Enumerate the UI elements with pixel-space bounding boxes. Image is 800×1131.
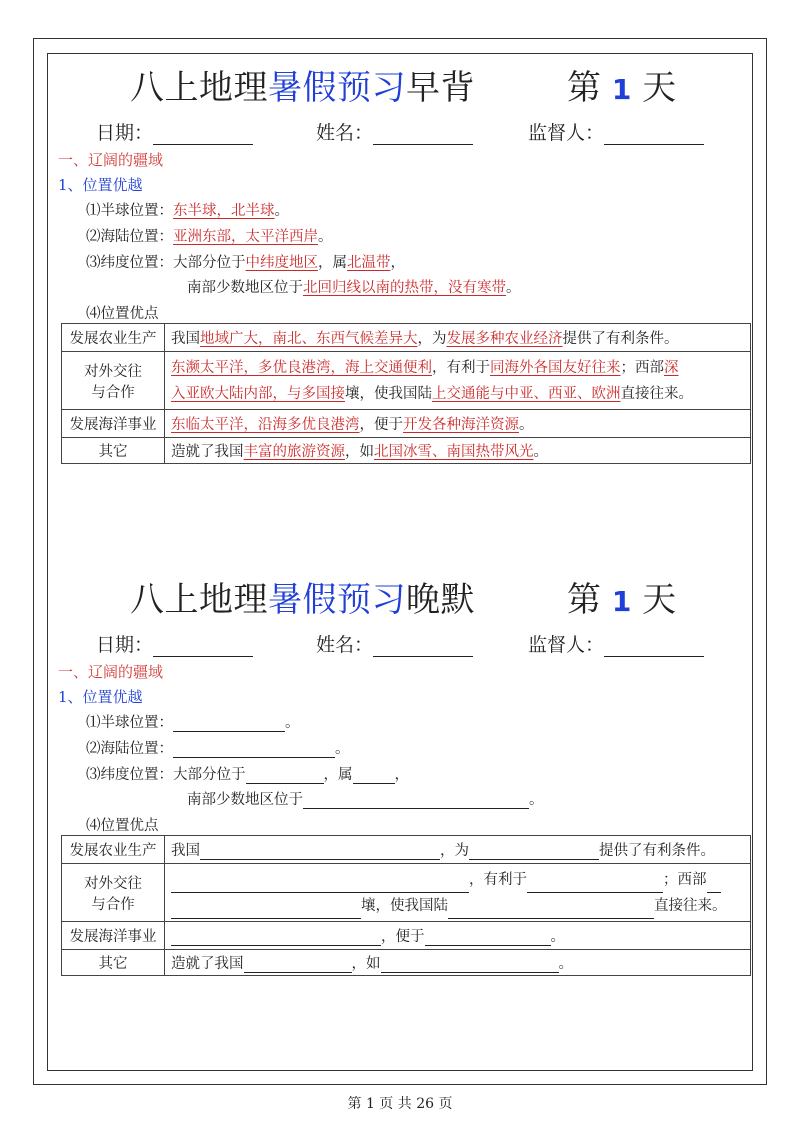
name-label: 姓名： bbox=[316, 634, 374, 656]
name-field[interactable] bbox=[373, 124, 473, 145]
row-label: 其它 bbox=[62, 950, 165, 976]
row-label: 对外交往 与合作 bbox=[62, 352, 165, 410]
q2-row: ⑵海陆位置： 。 bbox=[86, 741, 350, 757]
answer-text: 同海外各国友好往来 bbox=[490, 359, 621, 376]
row-content: ，有利于 ；西部 壤，使我国陆 直接往来。 bbox=[165, 864, 751, 922]
answer-blank[interactable] bbox=[171, 903, 361, 919]
page-footer: 第 1 页 共 26 页 bbox=[347, 1096, 453, 1112]
table-row bbox=[62, 864, 751, 922]
table-row bbox=[62, 922, 751, 950]
answer-text: 深 bbox=[664, 359, 679, 376]
title-part: 八上地理 bbox=[130, 68, 268, 108]
row-content: 东濒太平洋，多优良港湾，海上交通便利，有利于同海外各国友好往来；西部深 入亚欧大陆内部，与多国接壤，使我国陆上交通能与中亚、西亚、欧洲直接往来。 bbox=[165, 352, 751, 410]
day-number: 1 bbox=[611, 73, 632, 106]
table-row bbox=[62, 438, 751, 464]
answer-blank[interactable] bbox=[707, 877, 721, 893]
answer-text: 北温带 bbox=[347, 255, 391, 271]
row-label: 发展农业生产 bbox=[62, 324, 165, 352]
answer-blank[interactable] bbox=[171, 930, 381, 946]
date-field[interactable] bbox=[153, 124, 253, 145]
answer-blank[interactable] bbox=[173, 742, 335, 758]
answer-text: 东濒太平洋，多优良港湾，海上交通便利 bbox=[171, 359, 432, 376]
day-counter: 第 1 天 bbox=[567, 68, 677, 108]
table-row bbox=[62, 950, 751, 976]
subsection-heading: 1、位置优越 bbox=[58, 688, 143, 706]
supervisor-label: 监督人： bbox=[528, 122, 605, 144]
date-label: 日期： bbox=[96, 634, 154, 656]
answer-blank[interactable] bbox=[303, 793, 529, 809]
answer-blank[interactable] bbox=[246, 768, 324, 784]
day-counter: 第 1 天 bbox=[567, 580, 677, 620]
supervisor-field[interactable] bbox=[604, 636, 704, 657]
answer-blank[interactable] bbox=[381, 957, 559, 973]
title-highlight: 暑假预习 bbox=[268, 580, 406, 620]
q1-row: ⑴半球位置：东半球，北半球。 bbox=[86, 203, 289, 219]
row-label: 发展海洋事业 bbox=[62, 922, 165, 950]
name-label: 姓名： bbox=[316, 122, 374, 144]
evening-info-row bbox=[0, 630, 800, 656]
day-number: 1 bbox=[611, 585, 632, 618]
answer-text: 发展多种农业经济 bbox=[446, 331, 563, 347]
row-content: ，便于 。 bbox=[165, 922, 751, 950]
q1-row: ⑴半球位置： 。 bbox=[86, 715, 300, 731]
answer-text: 北国冰雪、南国热带风光 bbox=[374, 444, 534, 460]
title-part: 晚默 bbox=[406, 580, 475, 620]
row-label: 其它 bbox=[62, 438, 165, 464]
row-label: 对外交往 与合作 bbox=[62, 864, 165, 922]
supervisor-field[interactable] bbox=[604, 124, 704, 145]
answer-text: 亚洲东部，太平洋西岸 bbox=[173, 229, 318, 245]
answer-text: 开发各种海洋资源 bbox=[403, 417, 519, 433]
answer-text: 地域广大，南北、东西气候差异大 bbox=[200, 331, 418, 347]
answer-text: 上交通能与中亚、西亚、欧洲 bbox=[432, 385, 621, 402]
answer-blank[interactable] bbox=[527, 877, 663, 893]
answer-blank[interactable] bbox=[200, 844, 440, 860]
morning-advantages-table bbox=[61, 323, 751, 464]
answer-text: 东临太平洋，沿海多优良港湾 bbox=[171, 417, 360, 433]
q4-label: ⑷位置优点 bbox=[86, 818, 159, 834]
answer-text: 北回归线以南的热带，没有寒带 bbox=[303, 280, 506, 296]
table-row bbox=[62, 324, 751, 352]
answer-blank[interactable] bbox=[353, 768, 395, 784]
answer-blank[interactable] bbox=[173, 716, 285, 732]
supervisor-label: 监督人： bbox=[528, 634, 605, 656]
date-label: 日期： bbox=[96, 122, 154, 144]
section-heading: 一、辽阔的疆域 bbox=[58, 151, 164, 169]
row-content: 我国 ，为 提供了有利条件。 bbox=[165, 836, 751, 864]
row-content: 造就了我国丰富的旅游资源，如北国冰雪、南国热带风光。 bbox=[165, 438, 751, 464]
q3-row-2: 南部少数地区位于 。 bbox=[187, 792, 544, 808]
name-field[interactable] bbox=[373, 636, 473, 657]
answer-blank[interactable] bbox=[171, 877, 469, 893]
answer-text: 丰富的旅游资源 bbox=[243, 444, 345, 460]
answer-text: 中纬度地区 bbox=[245, 255, 318, 271]
answer-text: 东半球，北半球 bbox=[173, 203, 275, 219]
answer-blank[interactable] bbox=[469, 844, 599, 860]
row-content: 东临太平洋，沿海多优良港湾，便于开发各种海洋资源。 bbox=[165, 410, 751, 438]
row-content: 我国地域广大，南北、东西气候差异大，为发展多种农业经济提供了有利条件。 bbox=[165, 324, 751, 352]
table-row bbox=[62, 836, 751, 864]
q4-label: ⑷位置优点 bbox=[86, 306, 159, 322]
row-label: 发展海洋事业 bbox=[62, 410, 165, 438]
morning-title bbox=[0, 60, 800, 110]
title-part: 八上地理 bbox=[130, 580, 268, 620]
section-heading: 一、辽阔的疆域 bbox=[58, 663, 164, 681]
table-row bbox=[62, 410, 751, 438]
row-content: 造就了我国 ，如 。 bbox=[165, 950, 751, 976]
row-label: 发展农业生产 bbox=[62, 836, 165, 864]
title-part: 早背 bbox=[406, 68, 475, 108]
subsection-heading: 1、位置优越 bbox=[58, 176, 143, 194]
q2-row: ⑵海陆位置：亚洲东部，太平洋西岸。 bbox=[86, 229, 333, 245]
date-field[interactable] bbox=[153, 636, 253, 657]
table-row bbox=[62, 352, 751, 410]
q3-row-2: 南部少数地区位于北回归线以南的热带，没有寒带。 bbox=[187, 280, 521, 296]
answer-text: 入亚欧大陆内部，与多国接 bbox=[171, 385, 345, 402]
answer-blank[interactable] bbox=[425, 930, 551, 946]
evening-advantages-table bbox=[61, 835, 751, 976]
answer-blank[interactable] bbox=[448, 903, 654, 919]
title-highlight: 暑假预习 bbox=[268, 68, 406, 108]
q3-row: ⑶纬度位置：大部分位于 ，属 ， bbox=[86, 767, 409, 783]
evening-title bbox=[0, 572, 800, 622]
q3-row: ⑶纬度位置：大部分位于中纬度地区，属北温带， bbox=[86, 255, 405, 271]
answer-blank[interactable] bbox=[244, 957, 352, 973]
morning-info-row bbox=[0, 118, 800, 144]
